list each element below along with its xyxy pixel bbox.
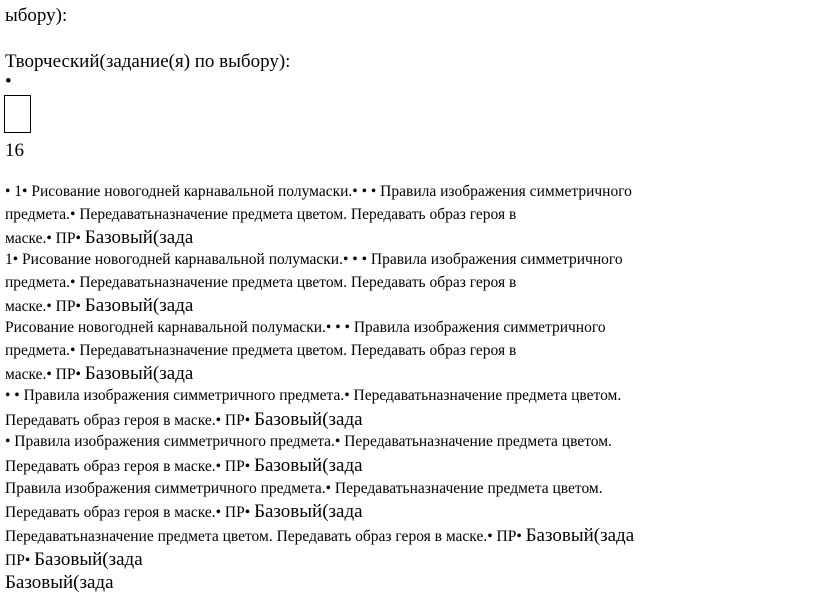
- text-line-21-start: ПР•: [5, 552, 35, 569]
- text-line-12: предмета.• Передаватьназначение предмета цветом. Передавать образ героя в: [5, 342, 517, 359]
- text-line-10-start: маске.• ПР•: [5, 298, 85, 315]
- text-line-11: Рисование новогодней карнавальной полумаски.• • • Правила изображения симметричного: [5, 319, 606, 336]
- text-line-20-end: Базовый(зада: [525, 525, 635, 546]
- empty-box: [4, 95, 31, 133]
- text-line-9: предмета.• Передаватьназначение предмета цветом. Передавать образ героя в: [5, 274, 517, 291]
- text-line-19-end: Базовый(зада: [254, 501, 363, 522]
- text-line-13-start: маске.• ПР•: [5, 366, 85, 383]
- text-line-22: Базовый(зада: [5, 572, 114, 593]
- text-line-7-end: Базовый(зада: [84, 227, 194, 248]
- text-line-8: 1• Рисование новогодней карнавальной полумаски.• • • Правила изображения симметричного: [5, 251, 623, 268]
- text-line-17: [5, 456, 363, 475]
- text-line-16: • Правила изображения симметричного предмета.• Передаватьназначение предмета цветом.: [5, 433, 612, 450]
- text-line-7-start: маске.• ПР•: [5, 230, 85, 247]
- text-line-2: Творческий(задание(я) по выбору):: [5, 51, 291, 72]
- text-line-10-end: Базовый(зада: [84, 295, 194, 316]
- text-line-19: [5, 502, 363, 521]
- text-line-15-start: Передавать образ героя в маске.• ПР•: [5, 412, 255, 429]
- text-line-1: ыбору):: [5, 5, 68, 26]
- text-line-4: 16: [5, 140, 24, 161]
- text-line-17-end: Базовый(зада: [254, 455, 363, 476]
- text-line-13-end: Базовый(зада: [84, 363, 194, 384]
- text-line-17-start: Передавать образ героя в маске.• ПР•: [5, 458, 255, 475]
- text-line-21-end: Базовый(зада: [34, 549, 143, 570]
- text-line-7: [5, 228, 193, 247]
- text-line-13: [5, 364, 193, 383]
- text-line-15-end: Базовый(зада: [254, 409, 363, 430]
- text-line-14: • • Правила изображения симметричного предмета.• Передаватьназначение предмета цветом.: [5, 387, 622, 404]
- text-line-10: [5, 296, 193, 315]
- text-line-21: [5, 550, 143, 569]
- text-line-20-start: Передаватьназначение предмета цветом. Передавать образ героя в маске.• ПР•: [5, 528, 526, 545]
- text-line-19-start: Передавать образ героя в маске.• ПР•: [5, 504, 255, 521]
- text-line-6: предмета.• Передаватьназначение предмета цветом. Передавать образ героя в: [5, 206, 517, 223]
- text-line-15: [5, 410, 363, 429]
- text-line-3: •: [5, 71, 12, 92]
- text-line-5: • 1• Рисование новогодней карнавальной полумаски.• • • Правила изображения симметричного: [5, 183, 632, 200]
- text-line-20: [5, 526, 634, 545]
- text-line-18: Правила изображения симметричного предмета.• Передаватьназначение предмета цветом.: [5, 480, 603, 497]
